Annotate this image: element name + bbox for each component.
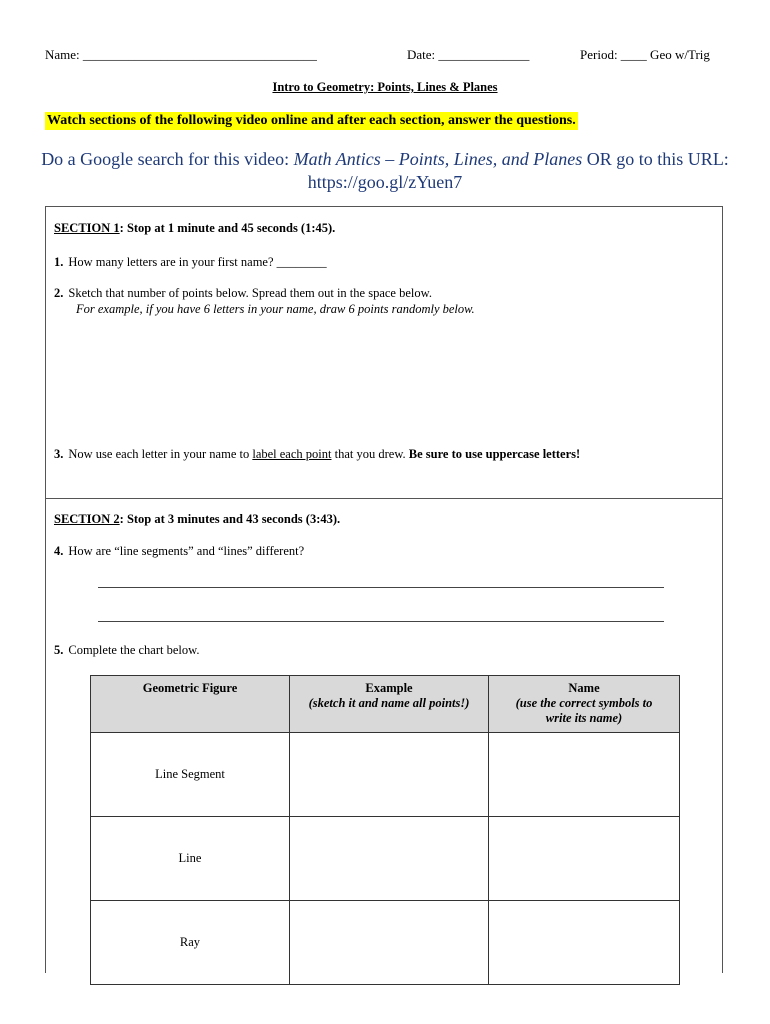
col-header-geometric-figure: Geometric Figure bbox=[91, 676, 290, 733]
col-header-name bbox=[489, 676, 680, 733]
col-header-example bbox=[290, 676, 489, 733]
question-3 bbox=[54, 447, 580, 462]
question-4-text: How are “line segments” and “lines” different? bbox=[68, 544, 305, 558]
chart-header-row bbox=[91, 676, 680, 733]
worksheet-title: Intro to Geometry: Points, Lines & Planes bbox=[272, 80, 498, 94]
example-header-subtitle: (sketch it and name all points!) bbox=[308, 696, 470, 710]
geometric-figures-chart bbox=[90, 675, 680, 985]
question-3-emphasis: Be sure to use uppercase letters! bbox=[408, 447, 581, 461]
question-3-number: 3. bbox=[54, 447, 64, 461]
period-field-label: Period: ____ Geo w/Trig bbox=[580, 47, 710, 62]
question-2-number: 2. bbox=[54, 286, 64, 300]
question-2-text: Sketch that number of points below. Spread them out in the space below. bbox=[68, 286, 432, 300]
answer-line-1[interactable] bbox=[98, 587, 664, 588]
question-3-underlined-text: label each point bbox=[252, 447, 332, 461]
section-1-instruction: : Stop at 1 minute and 45 seconds (1:45). bbox=[119, 221, 336, 235]
example-header-title: Example bbox=[365, 681, 413, 695]
question-3-text-start: Now use each letter in your name to bbox=[68, 447, 253, 461]
name-cell-ray[interactable] bbox=[489, 901, 680, 985]
question-1-number: 1. bbox=[54, 255, 64, 269]
section-2-heading bbox=[54, 512, 340, 527]
figure-label-ray: Ray bbox=[91, 901, 290, 985]
chart-row-line-segment bbox=[91, 733, 680, 817]
section-1-heading bbox=[54, 221, 335, 236]
name-cell-line[interactable] bbox=[489, 817, 680, 901]
search-prefix: Do a Google search for this video: bbox=[41, 149, 294, 169]
question-4 bbox=[54, 544, 304, 559]
chart-row-line bbox=[91, 817, 680, 901]
question-1-text: How many letters are in your first name? ________ bbox=[68, 255, 327, 269]
date-field-label: Date: ______________ bbox=[407, 47, 530, 62]
section-2-label: SECTION 2 bbox=[54, 512, 120, 526]
figure-label-line: Line bbox=[91, 817, 290, 901]
question-1 bbox=[54, 255, 327, 270]
name-cell-line-segment[interactable] bbox=[489, 733, 680, 817]
video-search-instruction bbox=[0, 148, 770, 194]
name-header-subtitle-line-2: write its name) bbox=[545, 711, 623, 725]
name-header-title: Name bbox=[568, 681, 600, 695]
question-5 bbox=[54, 643, 199, 658]
question-4-number: 4. bbox=[54, 544, 64, 558]
question-2 bbox=[54, 286, 432, 301]
instruction-banner: Watch sections of the following video online and after each section, answer the questions. bbox=[47, 113, 576, 128]
example-cell-ray[interactable] bbox=[290, 901, 489, 985]
video-title: Math Antics – Points, Lines, and Planes bbox=[293, 149, 583, 169]
question-2-example-text: For example, if you have 6 letters in your name, draw 6 points randomly below. bbox=[76, 302, 475, 316]
chart-row-ray bbox=[91, 901, 680, 985]
question-3-text-mid: that you drew. bbox=[331, 447, 409, 461]
question-5-text: Complete the chart below. bbox=[68, 643, 200, 657]
question-5-number: 5. bbox=[54, 643, 64, 657]
section-2-instruction: : Stop at 3 minutes and 43 seconds (3:43). bbox=[119, 512, 341, 526]
example-cell-line-segment[interactable] bbox=[290, 733, 489, 817]
video-url[interactable]: https://goo.gl/zYuen7 bbox=[307, 172, 463, 192]
question-2-example bbox=[54, 302, 475, 317]
example-cell-line[interactable] bbox=[290, 817, 489, 901]
section-1-label: SECTION 1 bbox=[54, 221, 120, 235]
figure-label-line-segment: Line Segment bbox=[91, 733, 290, 817]
name-header-subtitle-line-1: (use the correct symbols to bbox=[515, 696, 653, 710]
section-2-box bbox=[45, 498, 723, 973]
answer-line-2[interactable] bbox=[98, 621, 664, 622]
search-suffix: OR go to this URL: bbox=[582, 149, 729, 169]
name-field-label: Name: ____________________________________ bbox=[45, 47, 317, 62]
section-1-box bbox=[45, 206, 723, 499]
